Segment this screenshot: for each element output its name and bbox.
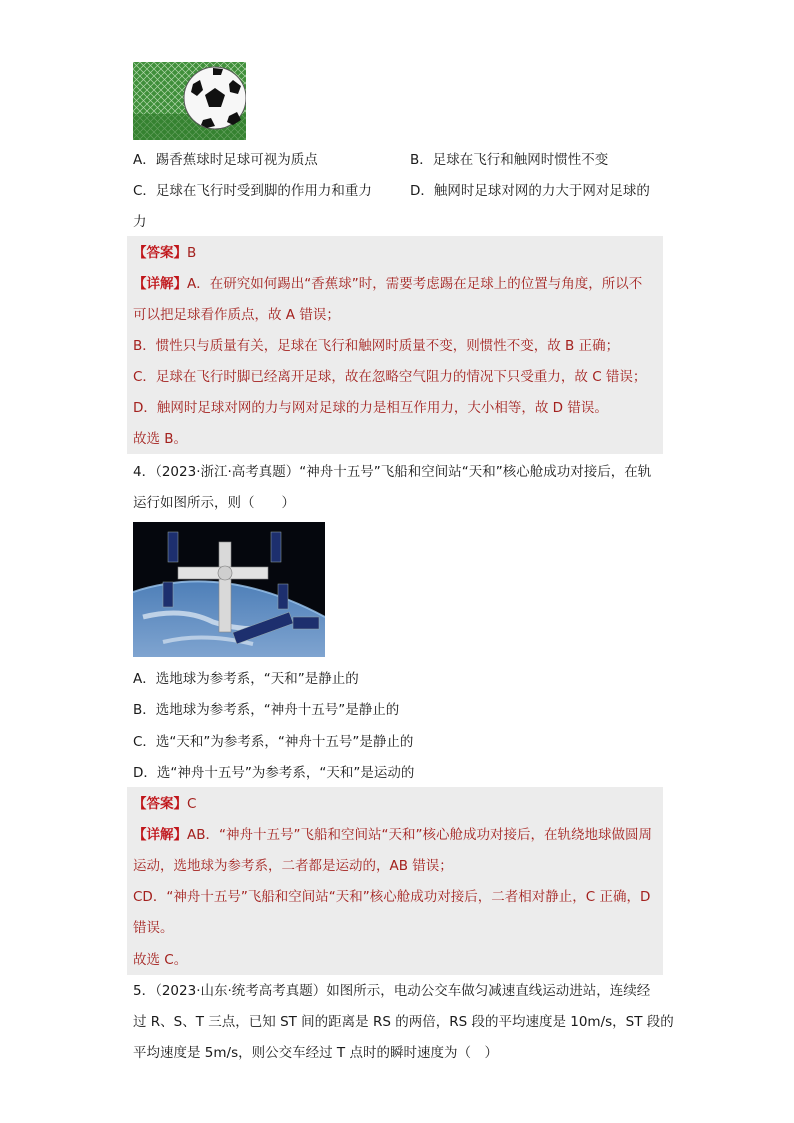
q4-option-d: D．选“神舟十五号”为参考系，“天和”是运动的 (133, 765, 415, 781)
answer-label: 【答案】 (133, 796, 187, 812)
q5-line-1: 5．（2023·山东·统考高考真题）如图所示，电动公交车做匀减速直线运动进站，连续经 (133, 983, 651, 999)
football-image (133, 62, 246, 140)
q4-option-a: A．选地球为参考系，“天和”是静止的 (133, 671, 359, 687)
q3-answer (133, 243, 196, 263)
q5-line-3: 平均速度是 5m/s，则公交车经过 T 点时的瞬时速度为（ ） (133, 1045, 498, 1061)
q4-detail-line-3: CD．“神舟十五号”飞船和空间站“天和”核心舱成功对接后，二者相对静止，C 正确，D (133, 889, 651, 905)
q4-detail-line-5: 故选 C。 (133, 952, 188, 968)
q5-line-2: 过 R、S、T 三点，已知 ST 间的距离是 RS 的两倍，RS 段的平均速度是 10m/s，ST 段的 (133, 1014, 674, 1030)
detail-text: AB．“神舟十五号”飞船和空间站“天和”核心舱成功对接后，在轨绕地球做圆周 (187, 827, 652, 843)
detail-label: 【详解】 (133, 276, 187, 292)
answer-label: 【答案】 (133, 245, 187, 261)
q4-stem-line-2: 运行如图所示，则（ ） (133, 495, 295, 511)
q4-stem-line-1: 4．（2023·浙江·高考真题）“神舟十五号”飞船和空间站“天和”核心舱成功对接后，在轨 (133, 464, 652, 480)
q3-detail-line-4: C．足球在飞行时脚已经离开足球，故在忽略空气阻力的情况下只受重力，故 C 错误； (133, 369, 647, 385)
q3-detail-line-5: D．触网时足球对网的力与网对足球的力是相互作用力，大小相等，故 D 错误。 (133, 400, 608, 416)
q3-detail-line-3: B．惯性只与质量有关，足球在飞行和触网时质量不变，则惯性不变，故 B 正确； (133, 338, 620, 354)
q4-detail-line-4: 错误。 (133, 920, 174, 936)
option-a: A．踢香蕉球时足球可视为质点 (133, 152, 318, 168)
q4-option-c: C．选“天和”为参考系，“神舟十五号”是静止的 (133, 734, 414, 750)
q4-option-b: B．选地球为参考系，“神舟十五号”是静止的 (133, 702, 400, 718)
space-station-image (133, 522, 325, 657)
option-d-continued: 力 (133, 214, 147, 230)
option-b: B．足球在飞行和触网时惯性不变 (410, 152, 609, 168)
detail-label: 【详解】 (133, 827, 187, 843)
q4-answer-block (127, 787, 663, 975)
q4-detail-line-2: 运动，选地球为参考系，二者都是运动的，AB 错误； (133, 858, 453, 874)
q3-detail-line-1 (133, 274, 642, 294)
answer-value: B (187, 245, 197, 261)
answer-value: C (187, 796, 197, 812)
q3-detail-line-2: 可以把足球看作质点，故 A 错误； (133, 307, 340, 323)
q4-answer (133, 794, 196, 814)
q4-detail-line-1 (133, 825, 652, 845)
option-c: C．足球在飞行时受到脚的作用力和重力 (133, 183, 372, 199)
q3-detail-line-6: 故选 B。 (133, 431, 188, 447)
detail-text: A．在研究如何踢出“香蕉球”时，需要考虑踢在足球上的位置与角度，所以不 (187, 276, 643, 292)
option-d: D．触网时足球对网的力大于网对足球的 (410, 183, 650, 199)
